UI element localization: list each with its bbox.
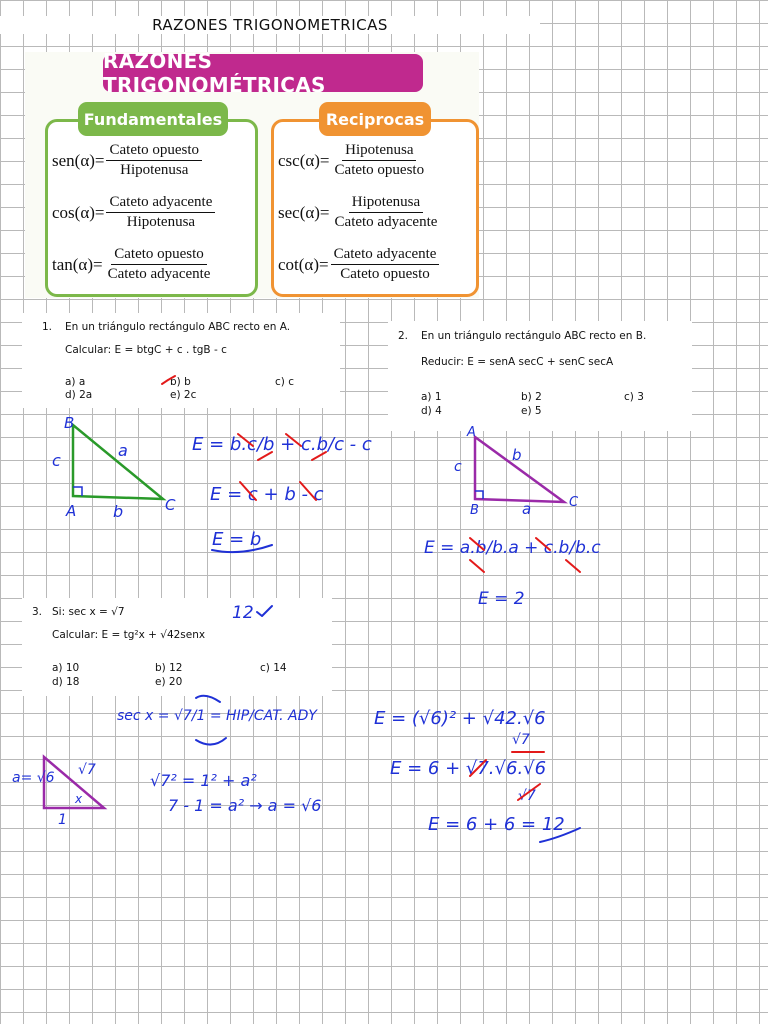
p3-eq1: √7² = 1² + a² (150, 771, 257, 790)
option-c: c) c (275, 376, 294, 388)
option-d: d) 2a (65, 389, 93, 401)
formula-tan (52, 246, 213, 283)
problem-statement: Si: sec x = √7 (52, 606, 125, 618)
underline-stroke (212, 545, 272, 552)
vertex-label: C (569, 495, 579, 510)
problem-statement: En un triángulo rectángulo ABC recto en A. (65, 321, 291, 333)
side-label: a= √6 (12, 770, 55, 786)
option-a: a) 1 (421, 391, 442, 403)
problem-task: Reducir: E = senA secC + senC secA (421, 356, 614, 368)
vertex-label: C (165, 496, 176, 514)
p1-result: E = b (212, 529, 262, 550)
formula-denominator: Cateto adyacente (107, 266, 211, 282)
problem-task: Calcular: E = tg²x + √42senx (52, 629, 206, 641)
problem-number: 3. (32, 606, 43, 618)
side-label: b (113, 502, 124, 521)
p3-answer: 12 (232, 603, 254, 623)
formula-csc (278, 142, 427, 179)
formula-lhs: csc(α)= (278, 150, 330, 170)
p2-step1: E = a.b/b.a + c.b/b.c (424, 538, 601, 558)
cancel-strokes (240, 482, 316, 500)
formula-lhs: sec(α)= (278, 202, 330, 222)
formula-numerator: Cateto opuesto (106, 142, 202, 161)
formula-fraction (332, 142, 428, 179)
arrow-strokes (196, 696, 226, 745)
formula-numerator: Hipotenusa (342, 142, 416, 161)
side-label: √7 (78, 762, 96, 778)
option-b: b) b (170, 376, 191, 388)
formula-denominator: Cateto adyacente (334, 214, 438, 230)
underline-stroke (540, 828, 580, 842)
formula-denominator: Hipotenusa (126, 214, 196, 230)
reciprocas-panel (271, 109, 479, 297)
banner-title: RAZONES TRIGONOMÉTRICAS (103, 54, 423, 92)
problem-3-card (22, 598, 332, 696)
formula-cos (52, 194, 215, 231)
p1-step1: E = b.c/b + c.b/c - c (192, 434, 372, 455)
formula-denominator: Cateto opuesto (334, 162, 425, 178)
formula-sec (278, 194, 440, 231)
option-c: c) 3 (624, 391, 644, 403)
p3-E2-den: √7 (518, 788, 536, 804)
p2-result: E = 2 (478, 589, 525, 609)
option-b: b) 2 (521, 391, 542, 403)
p3-E1: E = (√6)² + √42.√6 (374, 708, 546, 729)
side-label: 1 (58, 812, 67, 828)
formula-fraction (106, 142, 202, 179)
p3-E2: E = 6 + √7.√6.√6 (390, 758, 547, 779)
problem-number: 2. (398, 330, 409, 342)
problem-1-card (22, 313, 340, 408)
option-a: a) a (65, 376, 86, 388)
formula-lhs: tan(α)= (52, 254, 103, 274)
problem-number: 1. (42, 321, 53, 333)
cancel-strokes (238, 434, 326, 460)
triangle-p1 (73, 425, 163, 499)
option-a: a) 10 (52, 662, 80, 674)
formula-numerator: Hipotenusa (349, 194, 423, 213)
fundamentales-panel (45, 109, 258, 297)
formula-banner (25, 49, 479, 298)
formula-denominator: Cateto opuesto (340, 266, 430, 282)
formula-lhs: cot(α)= (278, 254, 329, 274)
formula-fraction (106, 194, 215, 231)
side-label: a (118, 441, 128, 460)
problem-task: Calcular: E = btgC + c . tgB - c (65, 344, 227, 356)
formula-sen (52, 142, 202, 179)
triangle-p3 (44, 757, 104, 808)
option-d: d) 18 (52, 676, 80, 688)
option-d: d) 4 (421, 405, 442, 417)
p3-sec: sec x = √7/1 = HIP/CAT. ADY (117, 708, 317, 724)
option-e: e) 20 (155, 676, 183, 688)
fundamentales-label: Fundamentales (78, 102, 228, 136)
vertex-label: B (470, 503, 479, 518)
right-angle-mark (475, 491, 483, 499)
option-e: e) 5 (521, 405, 542, 417)
side-label: c (52, 451, 61, 470)
p1-step2: E = c + b - c (210, 484, 324, 505)
angle-label: x (75, 792, 83, 806)
formula-cot (278, 246, 439, 283)
p3-E3: E = 6 + 6 = 12 (428, 814, 565, 835)
triangle-p2 (475, 437, 564, 502)
vertex-label: A (467, 425, 476, 440)
formula-fraction (331, 246, 440, 283)
problem-statement: En un triángulo rectángulo ABC recto en B. (421, 330, 647, 342)
option-e: e) 2c (170, 389, 197, 401)
p3-eq2: 7 - 1 = a² → a = √6 (168, 796, 322, 815)
option-c: c) 14 (260, 662, 287, 674)
formula-denominator: Hipotenusa (120, 162, 189, 178)
formula-fraction (105, 246, 214, 283)
formula-lhs: sen(α)= (52, 150, 105, 170)
formula-numerator: Cateto adyacente (106, 194, 215, 213)
option-b: b) 12 (155, 662, 183, 674)
formula-lhs: cos(α)= (52, 202, 105, 222)
vertex-label: B (64, 414, 75, 432)
right-angle-mark (73, 487, 82, 496)
side-label: b (512, 446, 522, 464)
formula-fraction (332, 194, 441, 231)
reciprocas-label: Reciprocas (319, 102, 431, 136)
p3-E1-den: √7 (512, 732, 530, 748)
page-title: RAZONES TRIGONOMETRICAS (0, 16, 540, 34)
cancel-strokes (470, 752, 544, 800)
vertex-label: A (66, 502, 77, 520)
formula-numerator: Cateto adyacente (331, 246, 440, 265)
formula-numerator: Cateto opuesto (111, 246, 207, 265)
side-label: c (454, 459, 462, 475)
cancel-strokes (470, 538, 580, 572)
side-label: a (522, 500, 532, 518)
problem-2-card (388, 321, 692, 431)
